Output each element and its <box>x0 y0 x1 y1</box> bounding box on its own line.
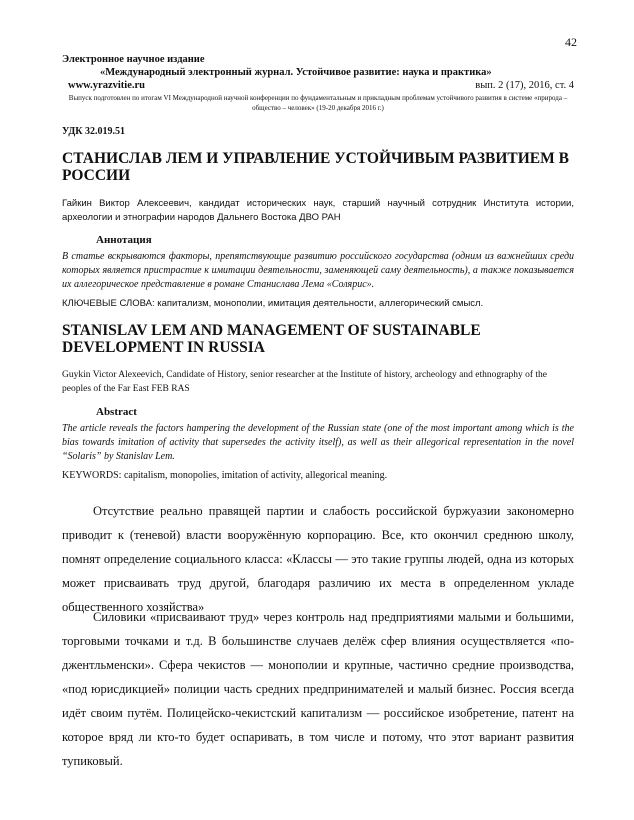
journal-url[interactable]: www.yrazvitie.ru <box>68 80 145 91</box>
journal-type: Электронное научное издание <box>62 54 205 65</box>
journal-title: «Международный электронный журнал. Устойчивое развитие: наука и практика» <box>100 67 492 78</box>
article-title-en: STANISLAV LEM AND MANAGEMENT OF SUSTAINABLE DEVELOPMENT IN RUSSIA <box>62 322 481 356</box>
journal-meta-line <box>68 80 574 91</box>
article-title-ru: СТАНИСЛАВ ЛЕМ И УПРАВЛЕНИЕ УСТОЙЧИВЫМ РАЗВИТИЕМ В РОССИИ <box>62 150 569 184</box>
keywords-ru: КЛЮЧЕВЫЕ СЛОВА: капитализм, монополии, имитация деятельности, аллегорический смысл. <box>62 298 484 309</box>
abstract-text: The article reveals the factors hampering the development of the Russian state (one of the most important among which is the bias towards imitation of activity that supersedes the activity itself), as well as their allegorical representation in the novel “Solaris” by Stanislav Lem. <box>62 423 574 462</box>
keywords-en: KEYWORDS: capitalism, monopolies, imitation of activity, allegorical meaning. <box>62 470 388 481</box>
annotation-heading: Аннотация <box>96 234 152 246</box>
annotation-text: В статье вскрываются факторы, препятствующие развитию российского государства (одним из важнейших среди которых является пристрастие к имитации деятельности, заменяющей саму деятельность), а также показывается их аллегорическое представление в романе Станислава Лема «Солярис». <box>62 251 574 290</box>
author-info-en: Guykin Victor Alexeevich, Candidate of History, senior researcher at the Institute of history, archeology and ethnography of the peoples of the Far East FEB RAS <box>62 370 548 394</box>
body-paragraph-2: Силовики «присваивают труд» через контроль над предприятиями малыми и большими, торговыми точками и т.д. В большинстве случаев делёж сфер влияния осуществляется «по-джентльменски». Сфера чекистов — монополии и крупные, частично средние производства, «под юрисдикцией» полиции часть средних предпринимателей и малый бизнес. Россия всегда идёт своим путём. Полицейско-чекистский капитализм — российское изобретение, патент на которое вряд ли кто-то будет оспаривать, в том числе и потому, что этот вариант развития тупиковый. <box>62 610 574 768</box>
abstract-heading: Abstract <box>96 406 137 418</box>
body-paragraph-1: Отсутствие реально правящей партии и слабость российской буржуазии закономерно приводит к (теневой) власти вооружённую корпорацию. Все, кто окончил среднюю школу, помнят определение социального класса: «Классы — это такие группы людей, одна из которых может присваивать труд другой, благодаря различию их места в определенном укладе общественного хозяйства» <box>62 504 574 614</box>
issue-note: Выпуск подготовлен по итогам VI Международной научной конференции по фундаментальным и прикладным проблемам устойчивого развития в системе «природа – общество – человек» (19-20 декабря 2016 г.) <box>68 94 568 112</box>
udk-code: УДК 32.019.51 <box>62 126 125 137</box>
issue-info: вып. 2 (17), 2016, ст. 4 <box>475 80 574 91</box>
author-info-ru: Гайкин Виктор Алексеевич, кандидат исторических наук, старший научный сотрудник Института истории, археологии и этнографии народов Дальнего Востока ДВО РАН <box>62 198 574 223</box>
page-number: 42 <box>565 35 577 49</box>
